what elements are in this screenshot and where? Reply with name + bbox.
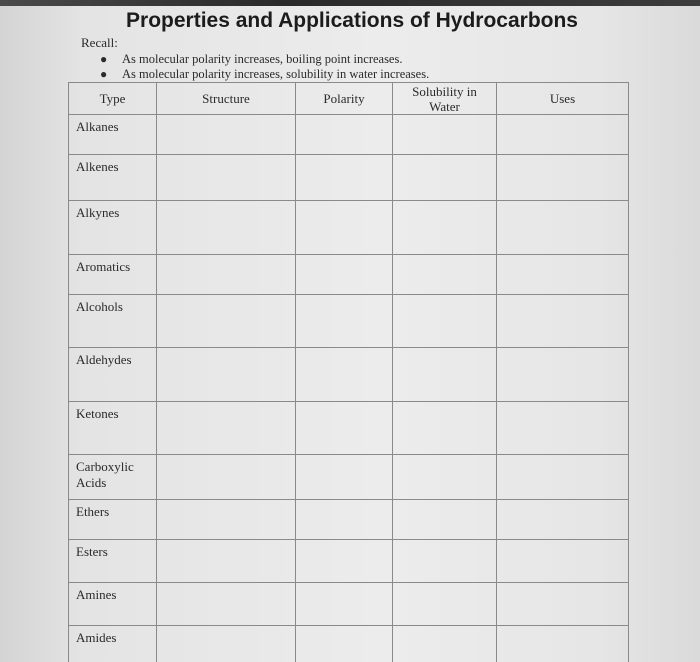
table-row [69,583,629,626]
solubility-cell[interactable] [393,583,497,626]
bullet-item [100,67,429,82]
row-type-label: Ethers [69,500,157,540]
solubility-cell[interactable] [393,402,497,455]
uses-cell[interactable] [497,348,629,402]
bullet-item [100,52,429,67]
solubility-cell[interactable] [393,500,497,540]
table-row [69,402,629,455]
structure-cell[interactable] [157,626,296,662]
structure-cell[interactable] [157,540,296,583]
structure-cell[interactable] [157,155,296,201]
uses-cell[interactable] [497,295,629,348]
uses-cell[interactable] [497,255,629,295]
row-type-label [69,455,157,500]
uses-cell[interactable] [497,626,629,662]
solubility-cell[interactable] [393,455,497,500]
polarity-cell[interactable] [296,115,393,155]
solubility-cell[interactable] [393,255,497,295]
uses-cell[interactable] [497,540,629,583]
structure-cell[interactable] [157,201,296,255]
table-row [69,626,629,662]
recall-bullet-list [100,52,429,82]
bullet-icon: ● [100,52,108,66]
structure-cell[interactable] [157,295,296,348]
bullet-text: As molecular polarity increases, solubility in water increases. [122,67,430,81]
header-uses: Uses [497,83,629,115]
uses-cell[interactable] [497,455,629,500]
header-polarity: Polarity [296,83,393,115]
polarity-cell[interactable] [296,255,393,295]
header-solubility: Solubility in Water [393,83,497,115]
row-type-text: Carboxylic Acids [76,459,134,490]
table-header-row [69,83,629,115]
solubility-cell[interactable] [393,295,497,348]
table-row [69,540,629,583]
solubility-cell[interactable] [393,626,497,662]
uses-cell[interactable] [497,115,629,155]
row-type-label: Alcohols [69,295,157,348]
table-row [69,295,629,348]
uses-cell[interactable] [497,155,629,201]
structure-cell[interactable] [157,583,296,626]
properties-table [68,82,629,662]
row-type-label: Alkynes [69,201,157,255]
uses-cell[interactable] [497,583,629,626]
solubility-cell[interactable] [393,540,497,583]
table-row [69,500,629,540]
structure-cell[interactable] [157,255,296,295]
polarity-cell[interactable] [296,626,393,662]
polarity-cell[interactable] [296,201,393,255]
row-type-label: Ketones [69,402,157,455]
polarity-cell[interactable] [296,455,393,500]
polarity-cell[interactable] [296,295,393,348]
uses-cell[interactable] [497,500,629,540]
uses-cell[interactable] [497,402,629,455]
table-row [69,115,629,155]
header-structure: Structure [157,83,296,115]
structure-cell[interactable] [157,348,296,402]
structure-cell[interactable] [157,500,296,540]
bullet-icon: ● [100,67,108,81]
table-row [69,348,629,402]
page-title: Properties and Applications of Hydrocarbons [126,9,578,32]
table-row [69,255,629,295]
row-type-label: Aldehydes [69,348,157,402]
row-type-label: Alkenes [69,155,157,201]
top-edge-shadow [0,0,700,6]
bullet-text: As molecular polarity increases, boiling point increases. [122,52,403,66]
solubility-cell[interactable] [393,201,497,255]
structure-cell[interactable] [157,115,296,155]
structure-cell[interactable] [157,402,296,455]
polarity-cell[interactable] [296,402,393,455]
row-type-label: Aromatics [69,255,157,295]
row-type-label: Amides [69,626,157,662]
polarity-cell[interactable] [296,583,393,626]
polarity-cell[interactable] [296,540,393,583]
solubility-cell[interactable] [393,348,497,402]
recall-label: Recall: [81,35,118,50]
row-type-label: Alkanes [69,115,157,155]
table-row [69,201,629,255]
polarity-cell[interactable] [296,348,393,402]
polarity-cell[interactable] [296,500,393,540]
row-type-label: Amines [69,583,157,626]
solubility-cell[interactable] [393,155,497,201]
table-row [69,455,629,500]
structure-cell[interactable] [157,455,296,500]
solubility-cell[interactable] [393,115,497,155]
table-row [69,155,629,201]
row-type-label: Esters [69,540,157,583]
polarity-cell[interactable] [296,155,393,201]
uses-cell[interactable] [497,201,629,255]
header-type: Type [69,83,157,115]
